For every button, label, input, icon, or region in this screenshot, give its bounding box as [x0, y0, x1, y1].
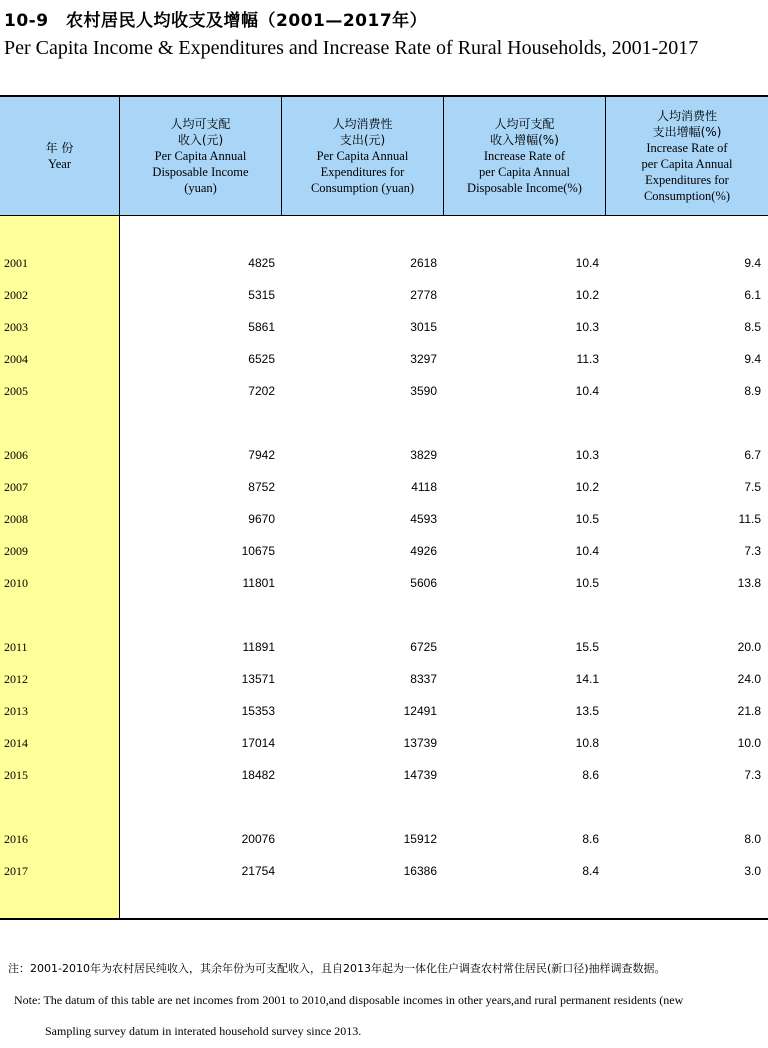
cell-expend: 8337 [410, 672, 437, 686]
cell-income-rate: 10.8 [575, 736, 599, 750]
header-expend-rate-zh1: 人均消费性 [656, 109, 717, 123]
cell-income: 17014 [241, 736, 275, 750]
table-row [0, 254, 768, 274]
cell-year: 2015 [4, 768, 28, 782]
cell-income-rate: 10.4 [575, 544, 599, 558]
cell-expend: 2778 [410, 288, 437, 302]
cell-expend-rate: 9.4 [744, 256, 761, 270]
cell-expend-rate: 20.0 [737, 640, 761, 654]
cell-income: 11891 [242, 640, 275, 654]
header-expend-en2: Expenditures for [320, 165, 405, 179]
cell-expend: 15912 [403, 832, 437, 846]
header-year [0, 97, 119, 215]
header-income-rate-en2: per Capita Annual [479, 165, 570, 179]
header-expend-rate-zh2: 支出增幅(%) [652, 125, 722, 139]
cell-expend: 12491 [403, 704, 437, 718]
cell-income: 18482 [241, 768, 275, 782]
cell-expend: 3015 [410, 320, 437, 334]
table-row [0, 574, 768, 594]
table-row [0, 318, 768, 338]
cell-expend-rate: 6.1 [744, 288, 761, 302]
cell-expend-rate: 10.0 [737, 736, 761, 750]
cell-year: 2006 [4, 448, 28, 462]
table-row [0, 478, 768, 498]
cell-expend-rate: 13.8 [737, 576, 761, 590]
cell-expend: 14739 [403, 768, 437, 782]
cell-income: 7202 [248, 384, 275, 398]
note-zh: 注：2001-2010年为农村居民纯收入，其余年份为可支配收入，且自2013年起为一体化住户调查农村常住居民(新口径)抽样调查数据。 [8, 962, 666, 975]
header-income-zh2: 收入(元) [177, 133, 224, 147]
cell-income: 21754 [241, 864, 275, 878]
header-income-en3: (yuan) [184, 181, 217, 195]
cell-expend-rate: 8.9 [744, 384, 761, 398]
cell-expend: 4118 [411, 480, 437, 494]
cell-expend-rate: 24.0 [737, 672, 761, 686]
table-row [0, 382, 768, 402]
header-expenditure [282, 97, 443, 215]
cell-expend-rate: 7.5 [744, 480, 761, 494]
cell-expend: 3590 [410, 384, 437, 398]
header-income-rate [444, 97, 605, 215]
cell-income-rate: 15.5 [575, 640, 599, 654]
cell-income-rate: 10.4 [575, 384, 599, 398]
page-title-en: Per Capita Income & Expenditures and Increase Rate of Rural Households, 2001-2017 [4, 37, 699, 59]
header-expend-rate-en2: per Capita Annual [641, 157, 733, 171]
note-en-line2: Sampling survey datum in interated household survey since 2013. [45, 1024, 362, 1038]
cell-expend: 4926 [410, 544, 437, 558]
table-row [0, 734, 768, 754]
cell-expend-rate: 7.3 [744, 544, 761, 558]
cell-expend: 5606 [410, 576, 437, 590]
cell-expend-rate: 21.8 [737, 704, 761, 718]
cell-year: 2003 [4, 320, 28, 334]
cell-year: 2009 [4, 544, 28, 558]
cell-expend: 3829 [410, 448, 437, 462]
header-year-en: Year [47, 157, 72, 171]
cell-expend-rate: 9.4 [744, 352, 761, 366]
header-income-rate-en3: Disposable Income(%) [467, 181, 582, 195]
note-en-line1: Note: The datum of this table are net incomes from 2001 to 2010,and disposable incomes in other years,and rural permanent residents (new [14, 993, 684, 1007]
header-income-en2: Disposable Income [152, 165, 249, 179]
header-year-zh: 年 份 [45, 141, 74, 155]
header-income-rate-zh2: 收入增幅(%) [490, 133, 559, 147]
cell-income-rate: 10.3 [575, 448, 599, 462]
cell-expend-rate: 7.3 [744, 768, 761, 782]
cell-income: 6525 [248, 352, 275, 366]
cell-income: 8752 [248, 480, 275, 494]
table-row [0, 286, 768, 306]
cell-income-rate: 10.3 [575, 320, 599, 334]
header-income-en1: Per Capita Annual [154, 149, 247, 163]
cell-income-rate: 10.2 [575, 288, 599, 302]
header-expend-rate-en4: Consumption(%) [643, 189, 731, 203]
cell-income-rate: 10.5 [575, 512, 599, 526]
table-row [0, 510, 768, 530]
cell-income: 11801 [242, 576, 275, 590]
cell-expend-rate: 8.5 [744, 320, 761, 334]
cell-income-rate: 11.3 [576, 352, 599, 366]
cell-expend-rate: 8.0 [744, 832, 761, 846]
cell-expend: 16386 [403, 864, 437, 878]
cell-year: 2008 [4, 512, 28, 526]
cell-expend: 2618 [410, 256, 437, 270]
table-bottom-rule [0, 918, 768, 920]
cell-income: 10675 [241, 544, 275, 558]
header-expend-en3: Consumption (yuan) [310, 181, 415, 195]
header-income-zh1: 人均可支配 [170, 117, 231, 131]
table-row [0, 830, 768, 850]
cell-income: 13571 [241, 672, 275, 686]
cell-income: 7942 [248, 448, 275, 462]
cell-income-rate: 10.4 [575, 256, 599, 270]
header-income-rate-zh1: 人均可支配 [494, 117, 555, 131]
cell-expend: 4593 [410, 512, 437, 526]
cell-income: 9670 [248, 512, 275, 526]
cell-income: 5861 [248, 320, 275, 334]
cell-year: 2017 [4, 864, 28, 878]
header-expend-zh1: 人均消费性 [332, 117, 393, 131]
cell-year: 2010 [4, 576, 28, 590]
cell-year: 2016 [4, 832, 28, 846]
cell-income-rate: 10.2 [575, 480, 599, 494]
header-expend-rate-en3: Expenditures for [645, 173, 729, 187]
cell-year: 2001 [4, 256, 28, 270]
cell-income-rate: 8.4 [582, 864, 599, 878]
cell-income-rate: 14.1 [575, 672, 599, 686]
cell-year: 2012 [4, 672, 28, 686]
cell-expend: 13739 [403, 736, 437, 750]
header-expenditure-rate [606, 97, 768, 215]
cell-income: 5315 [248, 288, 275, 302]
cell-income-rate: 8.6 [582, 832, 599, 846]
cell-year: 2005 [4, 384, 28, 398]
cell-expend-rate: 11.5 [738, 512, 761, 526]
cell-income: 4825 [248, 256, 275, 270]
table-row [0, 350, 768, 370]
header-expend-rate-en1: Increase Rate of [646, 141, 728, 155]
table-row [0, 862, 768, 882]
cell-expend-rate: 3.0 [744, 864, 761, 878]
cell-year: 2014 [4, 736, 28, 750]
page-title-zh: 10-9 农村居民人均收支及增幅（2001—2017年） [4, 11, 428, 31]
table-row [0, 542, 768, 562]
cell-year: 2002 [4, 288, 28, 302]
header-income [120, 97, 281, 215]
table-row [0, 766, 768, 786]
header-income-rate-en1: Increase Rate of [483, 149, 566, 163]
cell-expend: 3297 [410, 352, 437, 366]
header-expend-zh2: 支出(元) [339, 133, 386, 147]
cell-income: 15353 [241, 704, 275, 718]
table-row [0, 702, 768, 722]
cell-year: 2011 [4, 640, 28, 654]
header-expend-en1: Per Capita Annual [316, 149, 409, 163]
cell-income-rate: 13.5 [575, 704, 599, 718]
cell-expend-rate: 6.7 [744, 448, 761, 462]
cell-income-rate: 8.6 [582, 768, 599, 782]
cell-year: 2013 [4, 704, 28, 718]
table-row [0, 670, 768, 690]
table-row [0, 638, 768, 658]
cell-income-rate: 10.5 [575, 576, 599, 590]
table-row [0, 446, 768, 466]
cell-year: 2007 [4, 480, 28, 494]
cell-expend: 6725 [410, 640, 437, 654]
cell-year: 2004 [4, 352, 28, 366]
cell-income: 20076 [241, 832, 275, 846]
